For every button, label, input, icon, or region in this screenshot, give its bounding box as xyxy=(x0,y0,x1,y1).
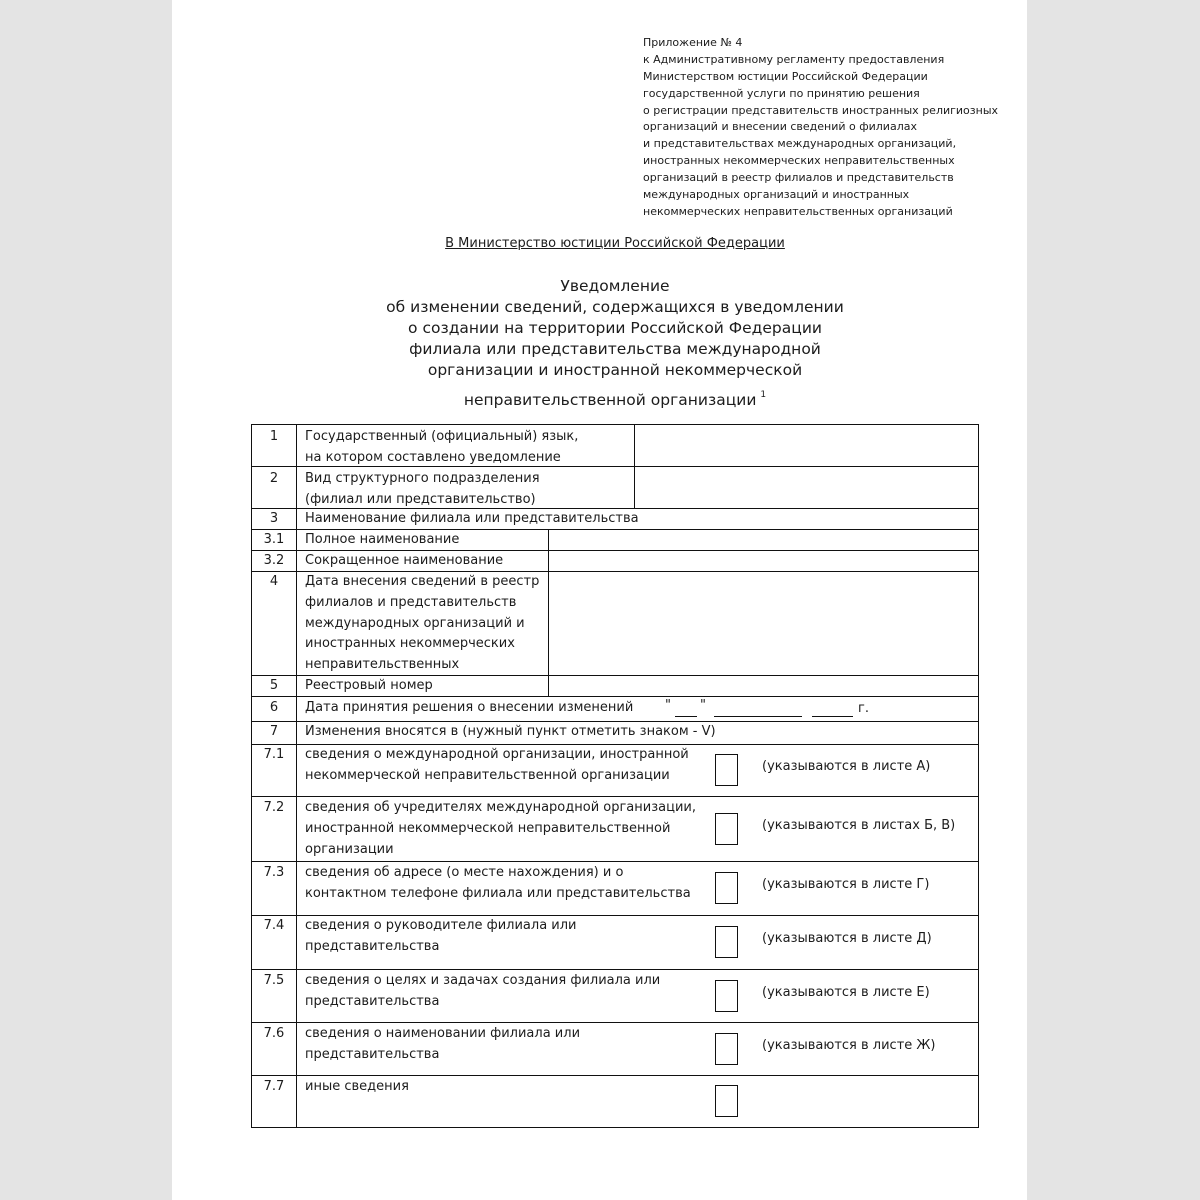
appendix-line: международных организаций и иностранных xyxy=(643,188,910,202)
date-year-blank[interactable] xyxy=(812,716,853,717)
appendix-line: государственной услуги по принятию решения xyxy=(643,86,920,100)
checkbox-7-6[interactable] xyxy=(715,1033,738,1065)
row-label: Полное наименование xyxy=(305,532,460,547)
footnote-marker: 1 xyxy=(760,390,767,400)
title-line: об изменении сведений, содержащихся в уведомлении xyxy=(386,298,844,316)
row-number: 7.5 xyxy=(263,973,285,988)
sheet-note: (указываются в листе Е) xyxy=(762,985,930,1000)
title-line: о создании на территории Российской Федерации xyxy=(408,319,822,337)
row-number: 6 xyxy=(269,700,279,715)
label-line: сведения о международной организации, иностранной xyxy=(305,747,689,762)
row-number: 7.4 xyxy=(263,918,285,933)
notification-form xyxy=(251,424,979,1128)
label-line: иностранных некоммерческих xyxy=(305,636,515,652)
short-name-field[interactable] xyxy=(551,551,975,570)
sheet-note: (указываются в листе А) xyxy=(762,759,931,774)
row-label: Сокращенное наименование xyxy=(305,553,504,568)
checkbox-7-4[interactable] xyxy=(715,926,738,958)
label-line: организации xyxy=(305,841,394,857)
appendix-line: некоммерческих неправительственных организаций xyxy=(643,204,953,218)
row-number: 3.1 xyxy=(263,532,285,547)
checkbox-7-3[interactable] xyxy=(715,872,738,904)
title-line: неправительственной организации xyxy=(463,391,757,409)
row-label xyxy=(305,971,660,1013)
sheet-note: (указываются в листах Б, В) xyxy=(762,818,956,833)
registry-number-field[interactable] xyxy=(551,676,975,695)
label-line: Дата внесения сведений в реестр xyxy=(305,574,540,589)
label-line: неправительственных xyxy=(305,657,460,673)
row-number: 5 xyxy=(269,678,279,693)
label-line: Государственный (официальный) язык, xyxy=(305,429,579,444)
row-number: 1 xyxy=(269,429,279,444)
label-line: некоммерческой неправительственной организации xyxy=(305,767,670,783)
label-line: сведения о руководителе филиала или xyxy=(305,918,577,933)
label-line: представительства xyxy=(305,1046,440,1062)
appendix-line: иностранных некоммерческих неправительственных xyxy=(643,154,955,168)
appendix-line: о регистрации представительств иностранных религиозных xyxy=(643,103,999,117)
sheet-note: (указываются в листе Д) xyxy=(762,931,932,946)
row-label: Наименование филиала или представительства xyxy=(305,511,639,526)
title-line: филиала или представительства международной xyxy=(409,340,821,358)
title-line: организации и иностранной некоммерческой xyxy=(427,361,803,379)
label-line: сведения о целях и задачах создания филиала или xyxy=(305,973,661,988)
row-number: 3 xyxy=(269,511,279,526)
label-line: филиалов и представительств xyxy=(305,594,517,610)
label-line: на котором составлено уведомление xyxy=(305,449,561,465)
label-line: контактном телефоне филиала или представительства xyxy=(305,885,691,901)
row-label xyxy=(305,427,578,469)
checkbox-7-1[interactable] xyxy=(715,754,738,786)
date-close-quote: " xyxy=(700,698,706,713)
label-line: сведения об учредителях международной организации, xyxy=(305,800,696,815)
row-number: 7.7 xyxy=(263,1079,285,1094)
label-line: представительства xyxy=(305,993,440,1009)
row-label xyxy=(305,745,689,787)
row-label xyxy=(305,1024,580,1066)
row-number: 7.6 xyxy=(263,1026,285,1041)
row-number: 7.3 xyxy=(263,865,285,880)
date-day-blank[interactable] xyxy=(675,716,697,717)
row-number: 3.2 xyxy=(263,553,285,568)
title-line-last xyxy=(315,385,915,409)
appendix-line: организаций и внесении сведений о филиалах xyxy=(643,120,917,134)
recipient-line: В Министерство юстиции Российской Федерации xyxy=(445,236,785,251)
row-label: иные сведения xyxy=(305,1079,409,1094)
appendix-line: и представительствах международных организаций, xyxy=(643,137,957,151)
row-label xyxy=(305,469,540,511)
sheet-note: (указываются в листе Ж) xyxy=(762,1038,936,1053)
registry-date-field[interactable] xyxy=(551,572,975,674)
label-line: сведения об адресе (о месте нахождения) и о xyxy=(305,865,624,880)
row-label xyxy=(305,572,539,676)
appendix-line: Приложение № 4 xyxy=(643,36,743,49)
appendix-header xyxy=(643,35,998,221)
row-label: Реестровый номер xyxy=(305,678,433,693)
title-line: Уведомление xyxy=(560,277,670,295)
row-number: 7.2 xyxy=(263,800,285,815)
sheet-note: (указываются в листе Г) xyxy=(762,877,930,892)
row-number: 2 xyxy=(269,471,279,486)
full-name-field[interactable] xyxy=(551,530,975,549)
row-label xyxy=(305,798,696,860)
date-open-quote: " xyxy=(665,698,671,713)
label-line: иностранной некоммерческой неправительственной xyxy=(305,820,671,836)
label-line: международных организаций и xyxy=(305,615,525,631)
row-number: 7.1 xyxy=(263,747,285,762)
year-suffix: г. xyxy=(858,701,869,716)
row-number: 4 xyxy=(269,574,279,589)
label-line: представительства xyxy=(305,938,440,954)
row-label xyxy=(305,916,577,958)
date-month-blank[interactable] xyxy=(714,716,802,717)
unit-type-field[interactable] xyxy=(637,467,975,507)
label-line: (филиал или представительство) xyxy=(305,491,536,507)
label-line: Вид структурного подразделения xyxy=(305,471,540,486)
checkbox-7-7[interactable] xyxy=(715,1085,738,1117)
appendix-line: Министерством юстиции Российской Федерации xyxy=(643,69,928,83)
language-field[interactable] xyxy=(637,425,975,465)
row-label: Дата принятия решения о внесении изменений xyxy=(305,700,634,715)
checkbox-7-5[interactable] xyxy=(715,980,738,1012)
row-label xyxy=(305,863,691,905)
appendix-line: к Административному регламенту предоставления xyxy=(643,52,945,66)
document-title xyxy=(315,276,915,409)
row-label: Изменения вносятся в (нужный пункт отметить знаком - V) xyxy=(305,724,716,739)
label-line: сведения о наименовании филиала или xyxy=(305,1026,581,1041)
appendix-line: организаций в реестр филиалов и представительств xyxy=(643,171,954,185)
checkbox-7-2[interactable] xyxy=(715,813,738,845)
row-number: 7 xyxy=(269,724,279,739)
